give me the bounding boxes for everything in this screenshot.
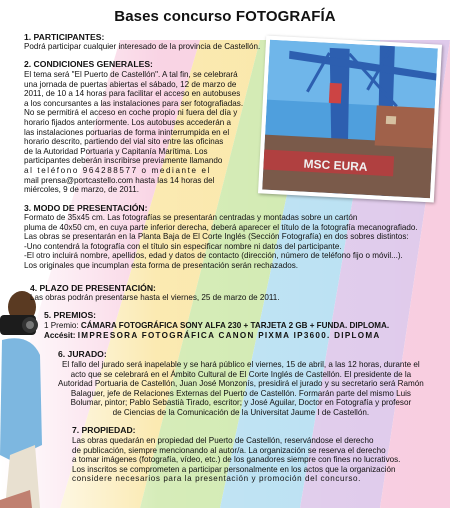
text-condiciones xyxy=(24,70,243,195)
text-modo xyxy=(24,213,418,271)
text-line: Formato de 35x45 cm. Las fotografías se presentarán centradas y montadas sobre un cartón xyxy=(24,213,358,222)
text-line: a tomar imágenes (fotografía, vídeo, etc.) de los ganadores siempre con fines no lucrativos. xyxy=(72,455,401,465)
text-plazo: Las obras podrán presentarse hasta el viernes, 25 de marzo de 2011. xyxy=(30,293,280,302)
text-line: No se permitirá el acceso en coche propio ni fuera del día y xyxy=(24,108,238,118)
svg-text:MSC EURA: MSC EURA xyxy=(303,156,368,174)
text-line: 2011, de 10 a 14 horas para facilitar el acceso en autobuses xyxy=(24,89,241,99)
text-line: Las obras se presentarán en la Planta Baja de El Corte Inglés (Sección Fotografía) en dos sobres distintos: xyxy=(24,232,409,242)
prize-first-label: 1 Premio: xyxy=(44,321,79,330)
heading-jurado: 6. JURADO: xyxy=(58,349,107,359)
text-line: -El otro incluirá nombre, apellidos, edad y datos de contacto (dirección, número de teléfono fijo o móvil...). xyxy=(24,251,403,261)
text-line: horario descrito, partiendo del vial sito entre las oficinas xyxy=(24,137,224,147)
text-line: al teléfono 964288577 o mediante el xyxy=(24,165,211,175)
text-line: considere necesarios para la presentación y promoción del concurso. xyxy=(72,474,361,484)
text-line: participantes deberán inscribirse previamente llamando xyxy=(24,156,223,166)
text-jurado xyxy=(58,360,424,418)
text-line: las instalaciones portuarias de forma ininterrumpida en el xyxy=(24,127,230,137)
heading-condiciones: 2. CONDICIONES GENERALES: xyxy=(24,59,153,69)
prize-first-value: CÁMARA FOTOGRÁFICA SONY ALFA 230 + TARJETA 2 GB + FUNDA. DIPLOMA. xyxy=(80,321,390,330)
heading-participantes: 1. PARTICIPANTES: xyxy=(24,32,105,42)
text-line: mail prensa@portcastello.com hasta las 14 horas del xyxy=(24,175,215,185)
text-line: Balaguer, jefe de Relaciones Externas del Puerto de Castellón. Formarán parte del mismo Luis xyxy=(70,388,411,398)
text-line: de Ciencias de la Comunicación de la Universitat Jaume I de Castellón. xyxy=(112,407,370,417)
text-line: Autoridad Portuaria de Castellón, Juan José Monzonís, presidirá el jurado y su secretario será Ramón xyxy=(58,379,424,389)
text-line: una jornada de puertas abiertas el sábado, 12 de marzo de xyxy=(24,79,237,89)
text-line: -Uno contendrá la fotografía con el título sin especificar nombre ni datos del participante. xyxy=(24,241,342,251)
text-line: Los originales que incumplan esta forma de presentación serán rechazados. xyxy=(24,260,299,270)
text-line: de la Autoridad Portuaria y Capitanía Marítima. Los xyxy=(24,146,208,156)
text-line: pluma de 40x50 cm, en cuya parte inferior derecha, deberá aparecer el título de la fotografía mecanografiado. xyxy=(24,222,418,232)
text-propiedad xyxy=(72,436,400,484)
heading-propiedad: 7. PROPIEDAD: xyxy=(72,425,136,435)
text-line: miércoles, 9 de marzo, de 2011. xyxy=(24,185,140,195)
text-line: horario fijados anteriormente. Los autobuses accederán a xyxy=(24,117,231,127)
text-line: El fallo del jurado será inapelable y se hará público el viernes, 15 de abril, a las 12 horas, durante el xyxy=(62,360,420,369)
heading-premios: 5. PREMIOS: xyxy=(44,310,97,320)
port-photo xyxy=(258,36,442,203)
text-line: a los concursantes a las instalaciones para ser fotografiadas. xyxy=(24,98,244,108)
heading-plazo: 4. PLAZO DE PRESENTACIÓN: xyxy=(30,283,156,293)
heading-modo: 3. MODO DE PRESENTACIÓN: xyxy=(24,203,148,213)
prize-accesit-value: IMPRESORA FOTOGRÁFICA CANON PIXMA IP3600. DIPLOMA xyxy=(77,331,381,340)
text-participantes: Podrá participar cualquier interesado de la provincia de Castellón. xyxy=(24,42,261,51)
text-line: Los inscritos se comprometen a participar personalmente en los actos que la organización xyxy=(72,464,396,474)
text-line: de publicación, siempre mencionando al autor/a. La organización se reserva el derecho xyxy=(72,445,386,455)
prize-accesit-label: Accésit: xyxy=(44,331,76,340)
prize-first xyxy=(44,321,389,331)
text-line: acto que se celebrará en el Ámbito Cultural de El Corte Inglés de Castellón. El presidente de la xyxy=(70,369,412,379)
text-line: Bolumar, pintor; Pablo Sebastià Tirado, escritor; y José Aguilar, Doctor en Fotografía y profesor xyxy=(70,398,412,408)
text-line: El tema será "El Puerto de Castellón". A tal fin, se celebrará xyxy=(24,70,238,79)
page-title: Bases concurso FOTOGRAFÍA xyxy=(114,8,336,25)
text-line: Las obras quedarán en propiedad del Puerto de Castellón, reservándose el derecho xyxy=(72,436,374,445)
prize-accesit xyxy=(44,331,381,341)
